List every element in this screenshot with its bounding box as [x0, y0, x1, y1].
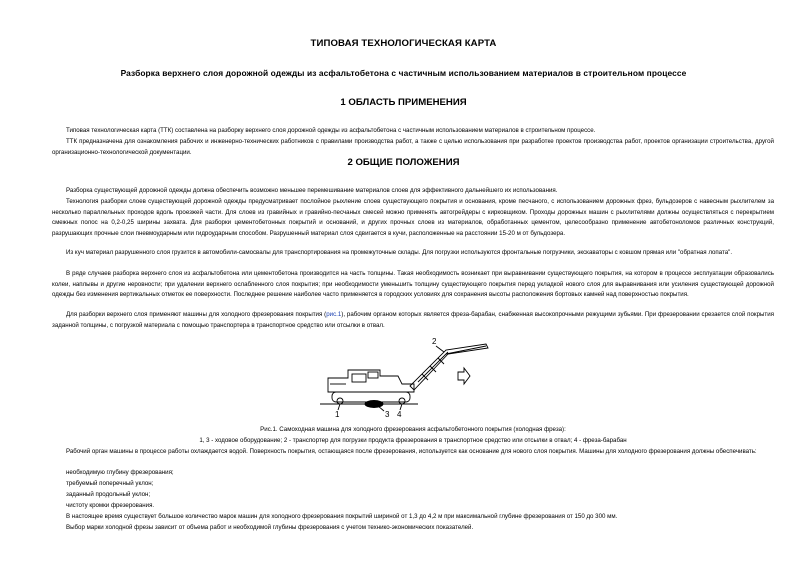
- section-1-heading: 1 ОБЛАСТЬ ПРИМЕНЕНИЯ: [340, 97, 467, 108]
- list-item: заданный продольный уклон;: [66, 491, 151, 498]
- list-item: требуемый поперечный уклон;: [66, 480, 154, 487]
- label-1: 1: [335, 410, 340, 418]
- figure-caption-line-1: Рис.1. Самоходная машина для холодного фрезерования асфальтобетонного покрытия (холодная фреза):: [260, 426, 566, 433]
- track-wheel-front: [337, 398, 343, 404]
- section-2-paragraph-3: Из куч материал разрушенного слоя грузится в автомобили-самосвалы для транспортирования на промежуточные склады. Для погрузки используются фронтальные погрузчики, экскаваторы с ковшом прямая или "обратная лопата".: [66, 249, 733, 256]
- section-1-paragraph-2: ТТК предназначена для ознакомления рабочих и инженерно-технических работников с правилами производства работ, а также с целью использования при разработке проектов производства работ, проектов организации строительства, другой организационно-технологической документации.: [52, 138, 774, 156]
- document-subtitle: Разборка верхнего слоя дорожной одежды из асфальтобетона с частичным использованием материалов в строительном процессе: [120, 68, 687, 78]
- machine-body: [328, 370, 414, 392]
- label-3: 3: [385, 410, 390, 418]
- figure-1-link[interactable]: рис.1: [326, 311, 342, 318]
- label-4: 4: [397, 410, 402, 418]
- section-2-paragraph-5: [52, 310, 774, 331]
- direction-arrow: [458, 368, 470, 384]
- section-2-heading: 2 ОБЩИЕ ПОЛОЖЕНИЯ: [347, 157, 460, 168]
- engine-hood: [368, 372, 378, 378]
- section-1-paragraph-1: Типовая технологическая карта (ТТК) составлена на разборку верхнего слоя дорожной одежды из асфальтобетона с частичным использованием материалов в строительном процессе.: [66, 127, 596, 134]
- after-paragraph-2: В настоящее время существует большое количество марок машин для холодного фрезерования покрытий шириной от 1,3 до 4,2 м при максимальной глубине фрезерования от 150 до 300 мм.: [66, 513, 618, 520]
- list-item: необходимую глубину фрезерования;: [66, 469, 174, 476]
- paragraph-text: ), рабочим органом которых является фреза-барабан, снабженная высокопрочными режущими зубьями. При фрезеровании срезается слой покрытия заданной толщины, с погрузкой материала с помощью транспортера в транспортное средство или отсылки в отвал.: [52, 311, 774, 329]
- section-2-paragraph-4: В ряде случаев разборка верхнего слоя из асфальтобетона или цементобетона производится на часть толщины. Такая необходимость возникает при выравнивании существующего покрытия, на котором в процессе эксплуатации образовались колеи, наплывы и другие неровности; при удалении верхнего ослабленного слоя покрытия; при необходимости уменьшить толщину существующего покрытия перед укладкой нового слоя для выравнивания или усиления существующей дорожной одежды без изменения вертикальных отметок ее поверхности. Последнее решение наиболее часто применяется в городских условиях для сохранения высоты расположения бортовых камней над поверхностью покрытия.: [52, 270, 774, 299]
- label-2: 2: [432, 337, 437, 346]
- figure-caption-line-2: 1, 3 - ходовое оборудование; 2 - транспортер для погрузки продукта фрезерования в транспортное средство или отсылки в отвал; 4 - фреза-барабан: [199, 437, 627, 444]
- track-wheel-rear: [399, 398, 405, 404]
- after-paragraph-3: Выбор марки холодной фрезы зависит от объема работ и необходимой глубины фрезерования с учетом технико-экономических показателей.: [66, 524, 474, 531]
- section-2-paragraph-2: Технология разборки слоев существующей дорожной одежды предусматривает послойное рыхление слоев существующего покрытия и основания, кроме песчаного, с использованием дорожных фрез, бульдозеров с навесным рыхлителем за несколько параллельных проходов вдоль проезжей части. Для слоев из гравийных и гравийно-песчаных смесей можно применять автогрейдеры с кирковщиком. Проходы дорожных машин с рыхлителями должны осуществляться с перекрытием смежных полос на 0,2-0,25 ширины захвата. Для разборки цементобетонных покрытий и оснований, и других прочных слоев из материалов, обработанных цементом, целесообразно применение автобетоноломов различных конструкций, разрушающих прочные слои пневмоударным или гидроударным способом. Разрушенный материал слоя сдвигается в кучи, расположенные на расстоянии 15-20 м от бульдозера.: [52, 198, 774, 237]
- cold-milling-machine-figure: [318, 334, 498, 418]
- section-2-paragraph-1: Разборка существующей дорожной одежды должна обеспечить возможно меньшее перемешивание материалов слоев для эффективного дальнейшего их использования.: [66, 187, 558, 194]
- cabin-window: [352, 374, 366, 382]
- paragraph-text: Для разборки верхнего слоя применяют машины для холодного фрезерования покрытия (: [66, 311, 327, 318]
- conveyor: [410, 344, 488, 390]
- document-title: ТИПОВАЯ ТЕХНОЛОГИЧЕСКАЯ КАРТА: [310, 38, 497, 49]
- after-paragraph-1: Рабочий орган машины в процессе работы охлаждается водой. Поверхность покрытия, остающаяся после фрезерования, используется как основание для нового слоя покрытия. Машины для холодного фрезерования должны обеспечивать:: [66, 448, 757, 455]
- milling-drum: [365, 401, 383, 408]
- list-item: чистоту кромки фрезерования.: [66, 502, 155, 509]
